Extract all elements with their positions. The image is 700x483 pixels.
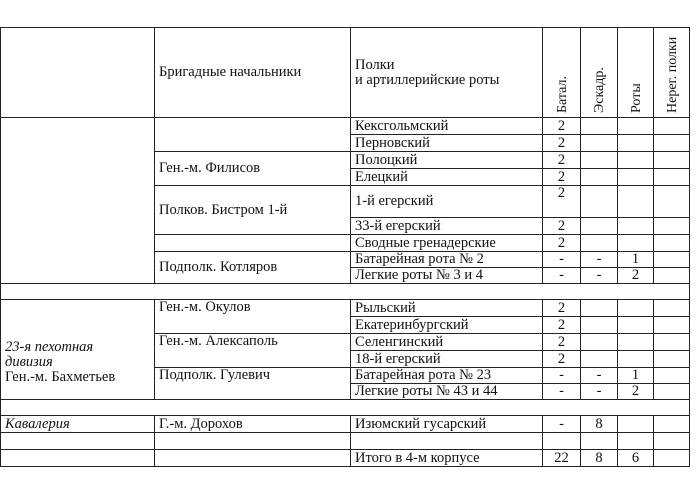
regiment-name: Рыльский bbox=[351, 300, 543, 317]
header-battalions-label: Батал. bbox=[554, 75, 570, 113]
brigade-commander-bistrom: Полков. Бистром 1-й bbox=[155, 186, 351, 235]
irregular-value bbox=[654, 268, 690, 284]
squadrons-value bbox=[581, 118, 618, 135]
companies-value: 1 bbox=[618, 368, 654, 384]
brigade-commander-gulevich: Подполк. Гулевич bbox=[155, 368, 351, 400]
battalions-value: 2 bbox=[543, 351, 581, 368]
companies-value bbox=[618, 300, 654, 317]
division-name-line1: 23-я пехотная bbox=[5, 339, 94, 355]
battalions-value: - bbox=[543, 252, 581, 268]
irregular-value bbox=[654, 235, 690, 252]
header-battalions bbox=[543, 28, 581, 118]
battalions-value: 2 bbox=[543, 169, 581, 186]
squadrons-value bbox=[581, 152, 618, 169]
battalions-value: - bbox=[543, 384, 581, 400]
companies-value bbox=[618, 334, 654, 351]
irregular-value bbox=[654, 351, 690, 368]
battalions-value: - bbox=[543, 416, 581, 433]
squadrons-value bbox=[581, 300, 618, 317]
spacer-row bbox=[1, 400, 690, 416]
header-brigade bbox=[155, 28, 351, 118]
table-row bbox=[1, 118, 690, 135]
squadrons-value: - bbox=[581, 252, 618, 268]
irregular-value bbox=[654, 218, 690, 235]
irregular-value bbox=[654, 152, 690, 169]
brigade-commander-okulov: Ген.-м. Окулов bbox=[155, 300, 351, 334]
total-battalions: 22 bbox=[543, 450, 581, 467]
total-row bbox=[1, 450, 690, 467]
regiment-name: Екатеринбургский bbox=[351, 317, 543, 334]
header-regiments-line1: Полки bbox=[355, 56, 395, 73]
cavalry-label: Кавалерия bbox=[1, 416, 155, 433]
regiment-name: Изюмский гусарский bbox=[351, 416, 543, 433]
regiment-name: Полоцкий bbox=[351, 152, 543, 169]
brigade-commander-filisov: Ген.-м. Филисов bbox=[155, 152, 351, 186]
squadrons-value bbox=[581, 334, 618, 351]
irregular-value bbox=[654, 334, 690, 351]
squadrons-value bbox=[581, 169, 618, 186]
regiment-name: Легкие роты № 43 и 44 bbox=[351, 384, 543, 400]
battalions-value: 2 bbox=[543, 300, 581, 317]
header-irregular-label: Нерег. полки bbox=[664, 36, 680, 113]
table-row bbox=[1, 300, 690, 317]
battalions-value: - bbox=[543, 368, 581, 384]
spacer-row bbox=[1, 284, 690, 300]
header-regiments-line2: и артиллерийские роты bbox=[355, 71, 500, 88]
table-row bbox=[1, 416, 690, 433]
regiment-name: 1-й егерский bbox=[351, 186, 543, 218]
brigade-commander-aleksapol: Ген.-м. Алексаполь bbox=[155, 334, 351, 368]
irregular-value bbox=[654, 186, 690, 218]
spacer-cell bbox=[351, 433, 543, 450]
total-irregular bbox=[654, 450, 690, 467]
battalions-value: 2 bbox=[543, 152, 581, 169]
companies-value bbox=[618, 351, 654, 368]
regiment-name: Кексгольмский bbox=[351, 118, 543, 135]
irregular-value bbox=[654, 384, 690, 400]
battalions-value: - bbox=[543, 268, 581, 284]
companies-value bbox=[618, 317, 654, 334]
regiment-name: Сводные гренадерские bbox=[351, 235, 543, 252]
irregular-value bbox=[654, 118, 690, 135]
spacer-row bbox=[1, 433, 690, 450]
header-companies-label: Роты bbox=[628, 83, 644, 113]
squadrons-value: - bbox=[581, 268, 618, 284]
cavalry-commander: Г.-м. Дорохов bbox=[155, 416, 351, 433]
battalions-value: 2 bbox=[543, 334, 581, 351]
squadrons-value: - bbox=[581, 368, 618, 384]
spacer-cell bbox=[581, 433, 618, 450]
companies-value bbox=[618, 416, 654, 433]
spacer-cell bbox=[543, 433, 581, 450]
companies-value: 1 bbox=[618, 252, 654, 268]
battalions-value: 2 bbox=[543, 218, 581, 235]
battalions-value: 2 bbox=[543, 118, 581, 135]
companies-value bbox=[618, 218, 654, 235]
squadrons-value: - bbox=[581, 384, 618, 400]
corps-table bbox=[0, 27, 690, 467]
header-irregular bbox=[654, 28, 690, 118]
total-empty-1 bbox=[1, 450, 155, 467]
header-row bbox=[1, 28, 690, 118]
regiment-name: 33-й егерский bbox=[351, 218, 543, 235]
header-squadrons bbox=[581, 28, 618, 118]
spacer-cell bbox=[1, 433, 155, 450]
regiment-name: Елецкий bbox=[351, 169, 543, 186]
total-companies: 6 bbox=[618, 450, 654, 467]
regiment-name: Батарейная рота № 23 bbox=[351, 368, 543, 384]
spacer-cell bbox=[1, 400, 690, 416]
header-brigade-label: Бригадные начальники bbox=[159, 64, 302, 80]
companies-value bbox=[618, 118, 654, 135]
total-label: Итого в 4-м корпусе bbox=[351, 450, 543, 467]
irregular-value bbox=[654, 368, 690, 384]
companies-value bbox=[618, 152, 654, 169]
squadrons-value bbox=[581, 186, 618, 218]
companies-value: 2 bbox=[618, 384, 654, 400]
irregular-value bbox=[654, 169, 690, 186]
header-companies bbox=[618, 28, 654, 118]
battalions-value: 2 bbox=[543, 186, 581, 218]
companies-value bbox=[618, 235, 654, 252]
header-regiments bbox=[351, 28, 543, 118]
section1-empty-brigade bbox=[155, 118, 351, 152]
irregular-value bbox=[654, 416, 690, 433]
section1-division-cell bbox=[1, 118, 155, 284]
squadrons-value bbox=[581, 317, 618, 334]
total-empty-2 bbox=[155, 450, 351, 467]
irregular-value bbox=[654, 317, 690, 334]
regiment-name: Селенгинский bbox=[351, 334, 543, 351]
spacer-cell bbox=[654, 433, 690, 450]
battalions-value: 2 bbox=[543, 135, 581, 152]
irregular-value bbox=[654, 300, 690, 317]
companies-value bbox=[618, 169, 654, 186]
regiment-name: 18-й егерский bbox=[351, 351, 543, 368]
squadrons-value: 8 bbox=[581, 416, 618, 433]
battalions-value: 2 bbox=[543, 317, 581, 334]
companies-value bbox=[618, 186, 654, 218]
regiment-name: Перновский bbox=[351, 135, 543, 152]
irregular-value bbox=[654, 252, 690, 268]
spacer-cell bbox=[618, 433, 654, 450]
regiment-name: Батарейная рота № 2 bbox=[351, 252, 543, 268]
division-name-line2: дивизия bbox=[5, 354, 53, 370]
division-commander: Ген.-м. Бахметьев bbox=[5, 369, 116, 385]
irregular-value bbox=[654, 135, 690, 152]
section1-empty-brigade-2 bbox=[155, 235, 351, 252]
section2-division-cell bbox=[1, 300, 155, 400]
regiment-name: Легкие роты № 3 и 4 bbox=[351, 268, 543, 284]
squadrons-value bbox=[581, 351, 618, 368]
header-squadrons-label: Эскадр. bbox=[592, 67, 607, 113]
spacer-cell bbox=[155, 433, 351, 450]
squadrons-value bbox=[581, 135, 618, 152]
battalions-value: 2 bbox=[543, 235, 581, 252]
squadrons-value bbox=[581, 235, 618, 252]
header-division-cell bbox=[1, 28, 155, 118]
total-squadrons: 8 bbox=[581, 450, 618, 467]
spacer-cell bbox=[1, 284, 690, 300]
companies-value bbox=[618, 135, 654, 152]
brigade-commander-kotlyarov: Подполк. Котляров bbox=[155, 252, 351, 284]
squadrons-value bbox=[581, 218, 618, 235]
companies-value: 2 bbox=[618, 268, 654, 284]
